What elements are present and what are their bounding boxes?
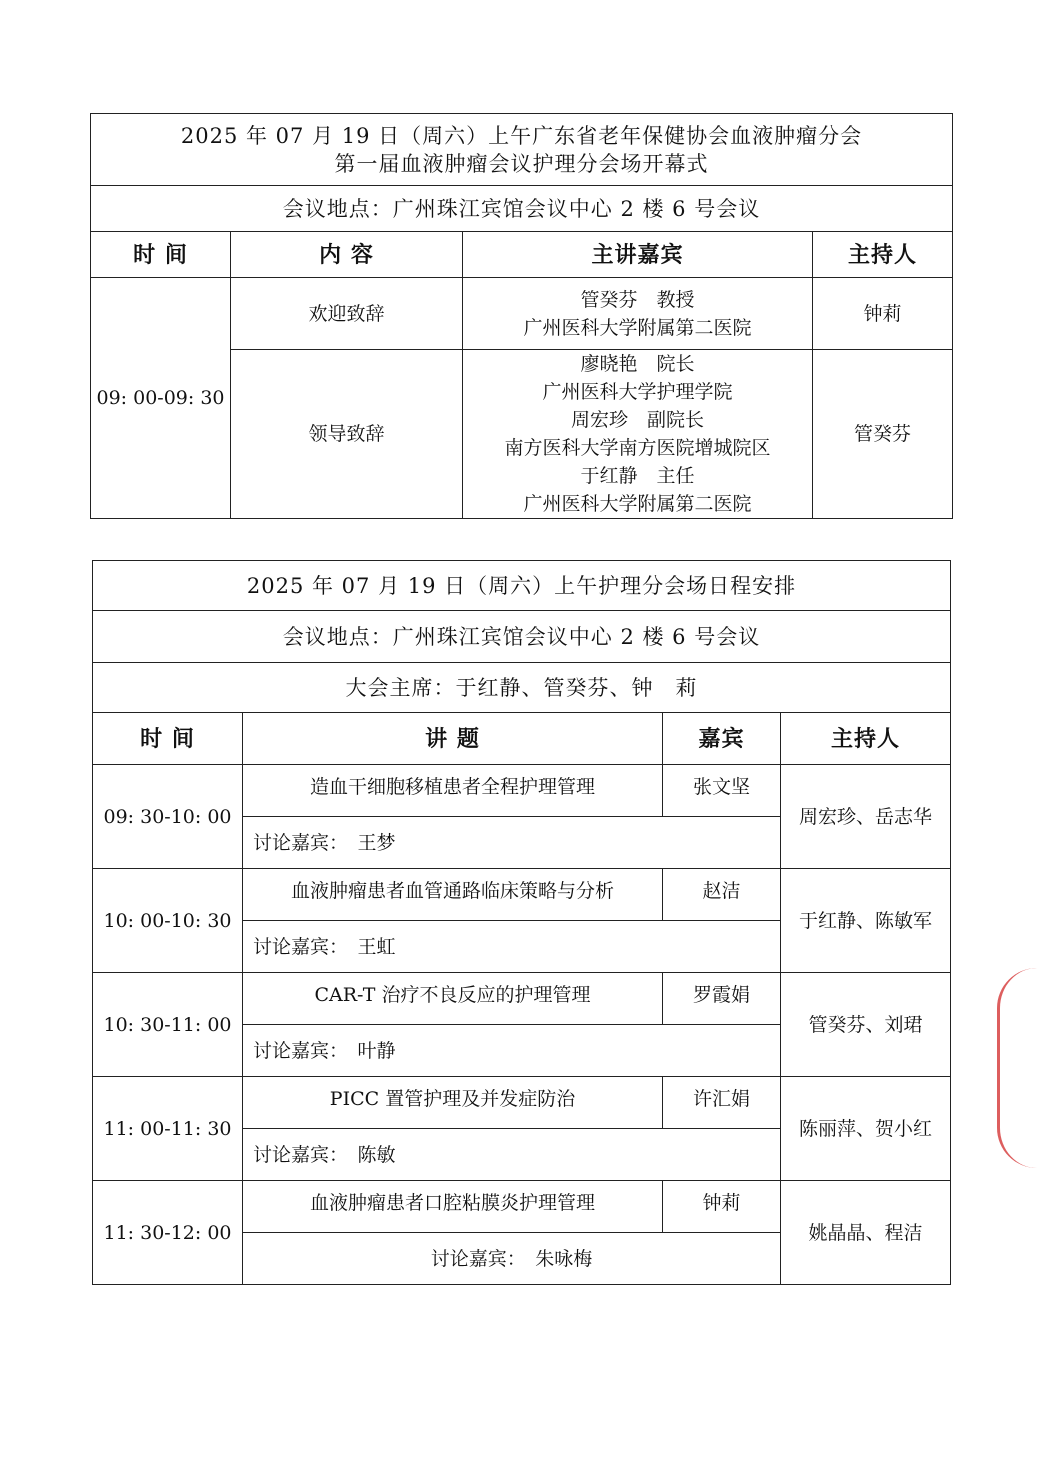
welcome-host: 钟莉 [813, 278, 953, 350]
speaker-line: 廖晓艳 院长 [580, 353, 695, 375]
speaker-line: 管癸芬 教授 [580, 288, 695, 311]
speaker-line: 于红静 主任 [580, 465, 695, 487]
header-host: 主持人 [813, 232, 953, 278]
header-content: 内 容 [231, 232, 463, 278]
session-topic: PICC 置管护理及并发症防治 [243, 1077, 663, 1129]
session-time: 10: 30-11: 00 [93, 973, 243, 1077]
session-topic: 血液肿瘤患者血管通路临床策略与分析 [243, 869, 663, 921]
opening-title [91, 114, 953, 186]
opening-location: 会议地点：广州珠江宾馆会议中心 2 楼 6 号会议 [91, 186, 953, 232]
session-guest: 钟莉 [663, 1181, 781, 1233]
session-time: 11: 30-12: 00 [93, 1181, 243, 1285]
speaker-line: 南方医科大学南方医院增城院区 [504, 437, 771, 459]
opening-time: 09: 00-09: 30 [91, 278, 231, 519]
red-seal-stamp [997, 968, 1038, 1168]
session-time: 09: 30-10: 00 [93, 765, 243, 869]
table-row [93, 765, 951, 817]
session-discussion: 讨论嘉宾： 叶静 [243, 1025, 781, 1077]
table-row [93, 1181, 951, 1233]
session-discussion: 讨论嘉宾： 陈敏 [243, 1129, 781, 1181]
session-guest: 许汇娟 [663, 1077, 781, 1129]
leader-content: 领导致辞 [231, 350, 463, 519]
schedule-title: 2025 年 07 月 19 日（周六）上午护理分会场日程安排 [93, 561, 951, 611]
session-time: 10: 00-10: 30 [93, 869, 243, 973]
table-row [93, 973, 951, 1025]
schedule-chair: 大会主席：于红静、管癸芬、钟 莉 [93, 663, 951, 713]
session-discussion: 讨论嘉宾： 朱咏梅 [243, 1233, 781, 1285]
welcome-speakers [463, 278, 813, 350]
session-host: 于红静、陈敏军 [781, 869, 951, 973]
welcome-content: 欢迎致辞 [231, 278, 463, 350]
session-host: 管癸芬、刘珺 [781, 973, 951, 1077]
speaker-line: 周宏珍 副院长 [570, 409, 704, 431]
schedule-location: 会议地点：广州珠江宾馆会议中心 2 楼 6 号会议 [93, 611, 951, 663]
speaker-line: 广州医科大学附属第二医院 [523, 316, 752, 339]
session-host: 姚晶晶、程洁 [781, 1181, 951, 1285]
session-discussion: 讨论嘉宾： 王梦 [243, 817, 781, 869]
table-row [93, 869, 951, 921]
session-topic: CAR-T 治疗不良反应的护理管理 [243, 973, 663, 1025]
session-host: 周宏珍、岳志华 [781, 765, 951, 869]
leader-host: 管癸芬 [813, 350, 953, 519]
header-speaker: 主讲嘉宾 [463, 232, 813, 278]
session-topic: 造血干细胞移植患者全程护理管理 [243, 765, 663, 817]
session-discussion: 讨论嘉宾： 王虹 [243, 921, 781, 973]
session-host: 陈丽萍、贺小红 [781, 1077, 951, 1181]
header-time: 时 间 [93, 713, 243, 765]
opening-table [90, 113, 953, 519]
table-row [93, 1077, 951, 1129]
speaker-line: 广州医科大学护理学院 [542, 381, 733, 403]
header-topic: 讲 题 [243, 713, 663, 765]
session-topic: 血液肿瘤患者口腔粘膜炎护理管理 [243, 1181, 663, 1233]
header-guest: 嘉宾 [663, 713, 781, 765]
session-guest: 张文坚 [663, 765, 781, 817]
opening-title-line1: 2025 年 07 月 19 日（周六）上午广东省老年保健协会血液肿瘤分会 [180, 123, 863, 148]
schedule-table [92, 560, 951, 1285]
header-time: 时 间 [91, 232, 231, 278]
leader-speakers [463, 350, 813, 519]
session-time: 11: 00-11: 30 [93, 1077, 243, 1181]
session-guest: 赵洁 [663, 869, 781, 921]
session-guest: 罗霞娟 [663, 973, 781, 1025]
opening-title-line2: 第一届血液肿瘤会议护理分会场开幕式 [334, 151, 709, 176]
speaker-line: 广州医科大学附属第二医院 [523, 493, 752, 515]
header-host: 主持人 [781, 713, 951, 765]
